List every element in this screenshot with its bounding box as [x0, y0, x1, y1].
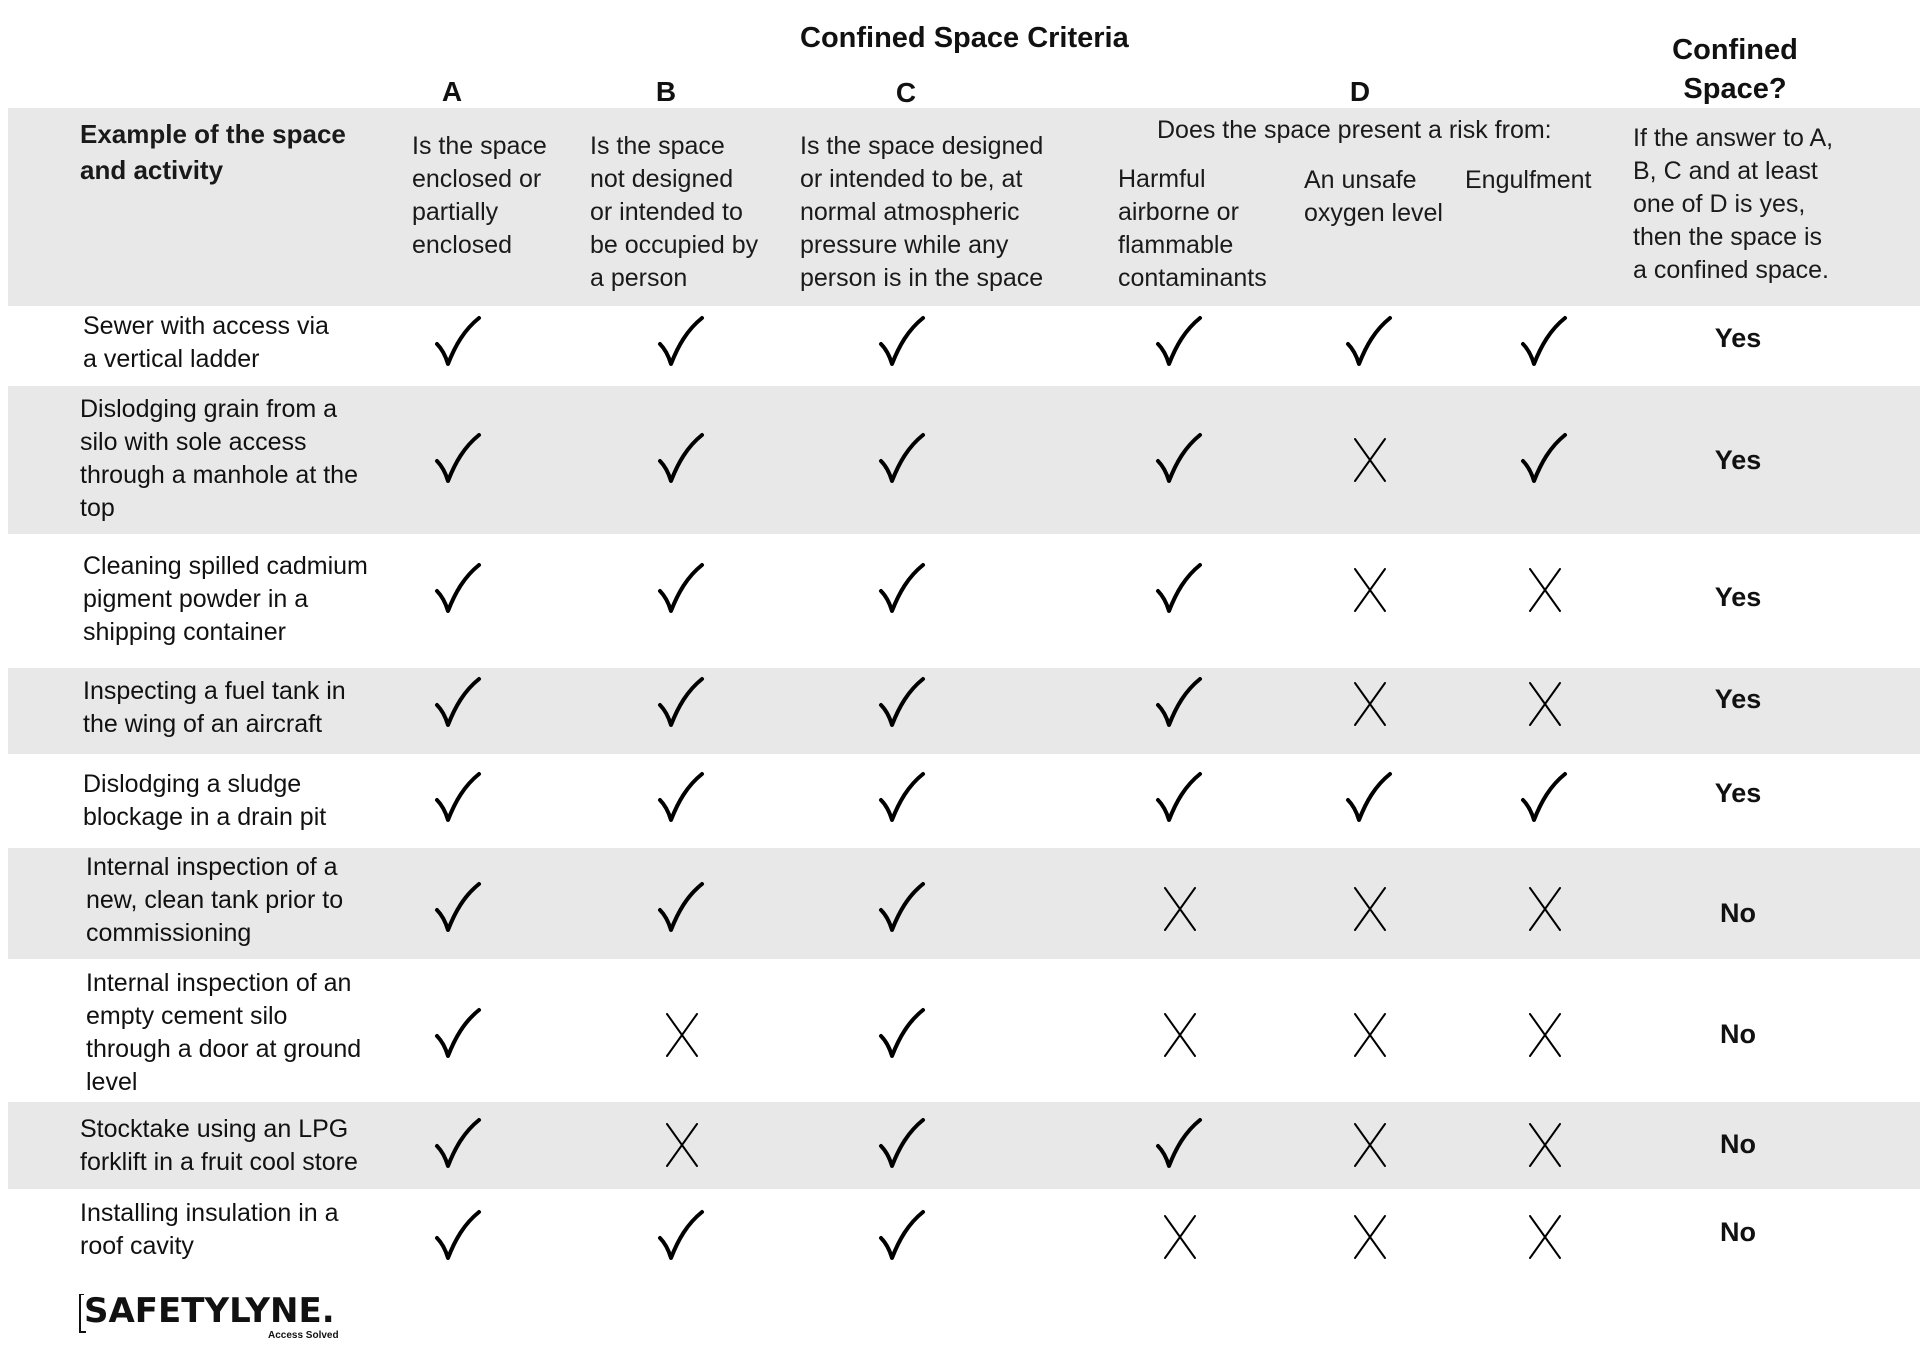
criteria-title: Confined Space Criteria — [800, 22, 1129, 54]
tick-icon — [1152, 1116, 1208, 1172]
tick-icon — [654, 880, 710, 936]
criterion-b-header: Is the space not designed or intended to be occupied by a person — [590, 132, 759, 292]
cross-icon — [1152, 880, 1208, 936]
tick-icon — [875, 1006, 931, 1062]
confined-space-title: Confined Space? — [1672, 34, 1798, 105]
logo-name: SAFETYLYNE. — [84, 1291, 335, 1331]
tick-icon — [1517, 431, 1573, 487]
row-example: Cleaning spilled cadmium pigment powder in a shipping container — [83, 552, 368, 646]
row-verdict: Yes — [1714, 582, 1762, 612]
row-example: Dislodging a sludge blockage in a drain pit — [83, 770, 327, 831]
tick-icon — [875, 314, 931, 370]
row-example: Internal inspection of an empty cement silo through a door at ground level — [86, 969, 362, 1096]
tick-icon — [654, 675, 710, 731]
row-example: Installing insulation in a roof cavity — [80, 1199, 339, 1260]
tick-icon — [431, 880, 487, 936]
column-letter-b: B — [655, 76, 677, 107]
row-verdict: No — [1720, 1019, 1756, 1049]
tick-icon — [875, 675, 931, 731]
column-letter-c: C — [895, 77, 917, 108]
cross-icon — [1517, 561, 1573, 617]
row-example: Stocktake using an LPG forklift in a fruit cool store — [80, 1115, 358, 1176]
criterion-d3-header: Engulfment — [1465, 166, 1592, 194]
cross-icon — [1342, 675, 1398, 731]
criterion-a-header: Is the space enclosed or partially enclosed — [412, 132, 547, 259]
safetylyne-logo — [78, 1290, 348, 1346]
cross-icon — [1342, 1006, 1398, 1062]
row-verdict: Yes — [1714, 323, 1762, 353]
tick-icon — [1152, 314, 1208, 370]
tick-icon — [1342, 770, 1398, 826]
example-header: Example of the space and activity — [80, 119, 346, 185]
tick-icon — [654, 561, 710, 617]
row-example: Inspecting a fuel tank in the wing of an aircraft — [83, 677, 346, 738]
tick-icon — [1152, 770, 1208, 826]
cross-icon — [1342, 880, 1398, 936]
tick-icon — [431, 314, 487, 370]
tick-icon — [1517, 770, 1573, 826]
cross-icon — [654, 1006, 710, 1062]
tick-icon — [875, 1208, 931, 1264]
row-verdict: No — [1720, 1129, 1756, 1159]
cross-icon — [1517, 880, 1573, 936]
row-verdict: Yes — [1714, 445, 1762, 475]
tick-icon — [875, 431, 931, 487]
row-verdict: No — [1720, 1217, 1756, 1247]
cross-icon — [1342, 1116, 1398, 1172]
tick-icon — [654, 431, 710, 487]
cross-icon — [1517, 1208, 1573, 1264]
tick-icon — [654, 314, 710, 370]
cross-icon — [1517, 675, 1573, 731]
column-letter-a: A — [441, 76, 463, 107]
tick-icon — [875, 1116, 931, 1172]
tick-icon — [654, 1208, 710, 1264]
logo-tagline: Access Solved — [268, 1330, 339, 1341]
cross-icon — [1342, 431, 1398, 487]
tick-icon — [1517, 314, 1573, 370]
tick-icon — [431, 1006, 487, 1062]
tick-icon — [1152, 675, 1208, 731]
cross-icon — [1342, 1208, 1398, 1264]
tick-icon — [654, 770, 710, 826]
row-verdict: No — [1720, 898, 1756, 928]
row-example: Internal inspection of a new, clean tank prior to commissioning — [86, 853, 344, 947]
cross-icon — [1152, 1208, 1208, 1264]
confined-rule-header: If the answer to A, B, C and at least one of D is yes, then the space is a confined space. — [1633, 124, 1834, 284]
cross-icon — [1517, 1006, 1573, 1062]
tick-icon — [1152, 431, 1208, 487]
tick-icon — [431, 675, 487, 731]
cross-icon — [1342, 561, 1398, 617]
criterion-d1-header: Harmful airborne or flammable contaminants — [1118, 165, 1267, 292]
column-letter-d: D — [1349, 76, 1371, 107]
row-verdict: Yes — [1714, 778, 1762, 808]
cross-icon — [1152, 1006, 1208, 1062]
tick-icon — [875, 770, 931, 826]
tick-icon — [875, 561, 931, 617]
criterion-d-intro: Does the space present a risk from: — [1157, 116, 1552, 144]
criterion-c-header: Is the space designed or intended to be, at normal atmospheric pressure while any person is in the space — [800, 132, 1044, 292]
tick-icon — [431, 1208, 487, 1264]
row-example: Sewer with access via a vertical ladder — [83, 312, 329, 373]
tick-icon — [1342, 314, 1398, 370]
cross-icon — [654, 1116, 710, 1172]
tick-icon — [431, 1116, 487, 1172]
row-verdict: Yes — [1714, 684, 1762, 714]
cross-icon — [1517, 1116, 1573, 1172]
tick-icon — [431, 431, 487, 487]
criterion-d2-header: An unsafe oxygen level — [1304, 166, 1443, 227]
row-example: Dislodging grain from a silo with sole access through a manhole at the top — [80, 395, 358, 522]
tick-icon — [431, 561, 487, 617]
tick-icon — [1152, 561, 1208, 617]
tick-icon — [875, 880, 931, 936]
tick-icon — [431, 770, 487, 826]
